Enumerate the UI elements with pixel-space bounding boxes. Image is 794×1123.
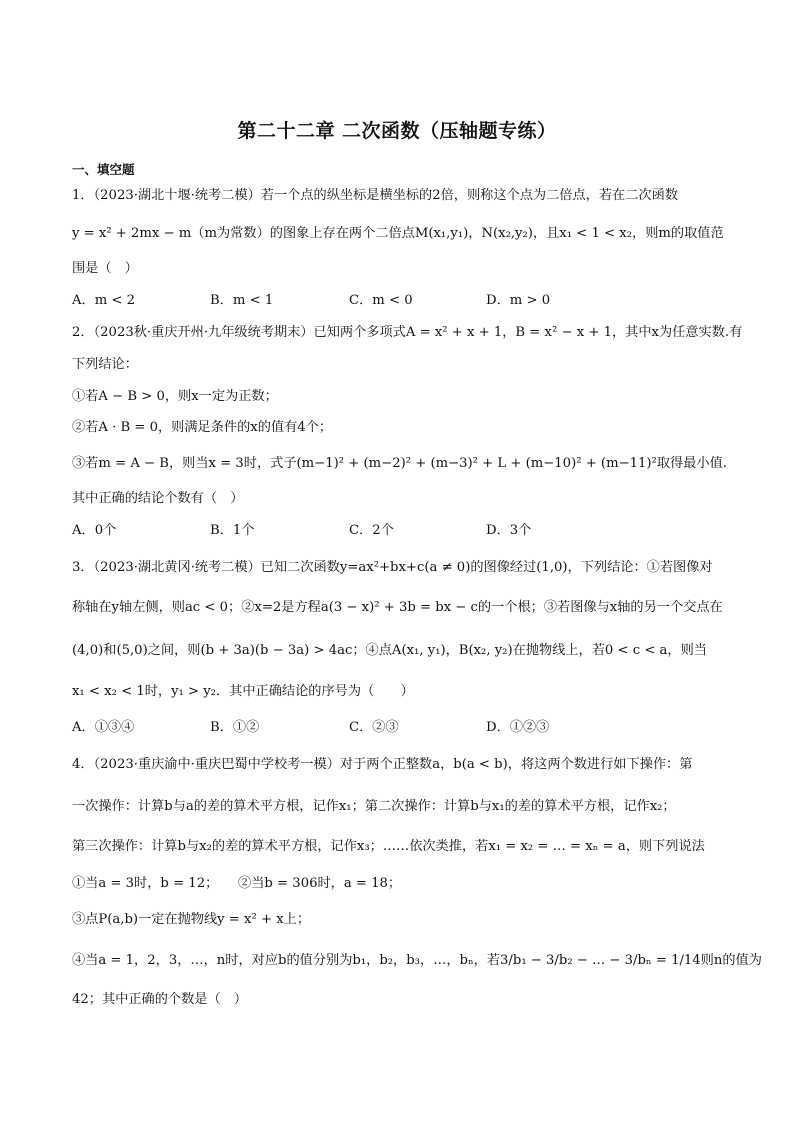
q4-line-1: 4．（2023·重庆渝中·重庆巴蜀中学校考一模）对于两个正整数a，b(a < b)，将这两个数进行如下操作：第 (72, 757, 693, 772)
q1-option-d: D．m > 0 (486, 293, 551, 308)
q2-option-c: C．2个 (349, 523, 394, 538)
q4-line-3: 第三次操作：计算b与x₂的差的算术平方根，记作x₃；……依次类推，若x₁ = x₂ = … = xₙ = a，则下列说法 (72, 839, 705, 854)
q3-option-a: A．①③④ (72, 720, 135, 735)
q1-line-2: y = x² + 2mx − m（m为常数）的图象上存在两个二倍点M(x₁,y₁)，N(x₂,y₂)，且x₁ < 1 < x₂，则m的取值范 (72, 226, 724, 241)
q3-option-b: B．①② (210, 720, 260, 735)
q4-statement-4: ④当a = 1，2，3，…，n时，对应b的值分别为b₁，b₂，b₃，…，bₙ，若3/b₁ − 3/b₂ − … − 3/bₙ = 1/14则n的值为 (72, 953, 762, 968)
q2-statement-1: ①若A − B > 0，则x一定为正数； (72, 389, 278, 404)
q3-line-1: 3．（2023·湖北黄冈·统考二模）已知二次函数y=ax²+bx+c(a ≠ 0)的图像经过(1,0)，下列结论：①若图像对 (72, 560, 713, 575)
q1-option-c: C．m < 0 (349, 293, 413, 308)
q3-line-4: x₁ < x₂ < 1时，y₁ > y₂．其中正确结论的序号为（ ） (72, 684, 414, 699)
q2-option-b: B．1个 (210, 523, 255, 538)
q2-statement-3: ③若m = A − B，则当x = 3时，式子(m−1)² + (m−2)² + (m−3)² + L + (m−10)² + (m−11)²取得最小值. (72, 456, 727, 471)
q3-option-c: C．②③ (349, 720, 399, 735)
q2-line-6: 其中正确的结论个数有（ ） (72, 491, 244, 506)
q2-statement-2: ②若A · B = 0，则满足条件的x的值有4个； (72, 420, 333, 435)
q1-line-1: 1．（2023·湖北十堰·统考二模）若一个点的纵坐标是横坐标的2倍，则称这个点为二倍点，若在二次函数 (72, 188, 678, 203)
q2-line-1: 2．（2023秋·重庆开州·九年级统考期末）已知两个多项式A = x² + x + 1，B = x² − x + 1，其中x为任意实数.有 (72, 325, 743, 340)
q1-line-3: 围是（ ） (72, 261, 138, 276)
q4-statement-3: ③点P(a,b)一定在抛物线y = x² + x上； (72, 912, 311, 927)
section-heading: 一、填空题 (72, 162, 135, 177)
q1-option-b: B．m < 1 (210, 293, 274, 308)
q3-option-d: D．①②③ (486, 720, 550, 735)
q4-line-7: 42；其中正确的个数是（ ） (72, 992, 248, 1007)
q3-line-2: 称轴在y轴左侧，则ac < 0；②x=2是方程a(3 − x)² + 3b = bx − c的一个根；③若图像与x轴的另一个交点在 (72, 600, 723, 615)
q3-line-3: (4,0)和(5,0)之间，则(b + 3a)(b − 3a) > 4ac；④点A(x₁, y₁)，B(x₂, y₂)在抛物线上，若0 < c < a，则当 (72, 643, 707, 658)
q2-option-a: A．0个 (72, 523, 117, 538)
q4-statement-1-2: ①当a = 3时，b = 12； ②当b = 306时，a = 18； (72, 876, 402, 891)
q2-line-2: 下列结论： (72, 357, 138, 372)
q1-option-a: A．m < 2 (72, 293, 136, 308)
q2-option-d: D．3个 (486, 523, 532, 538)
page-title: 第二十二章 二次函数（压轴题专练） (237, 120, 557, 142)
q4-line-2: 一次操作：计算b与a的差的算术平方根，记作x₁；第二次操作：计算b与x₁的差的算术平方根，记作x₂； (72, 799, 676, 814)
